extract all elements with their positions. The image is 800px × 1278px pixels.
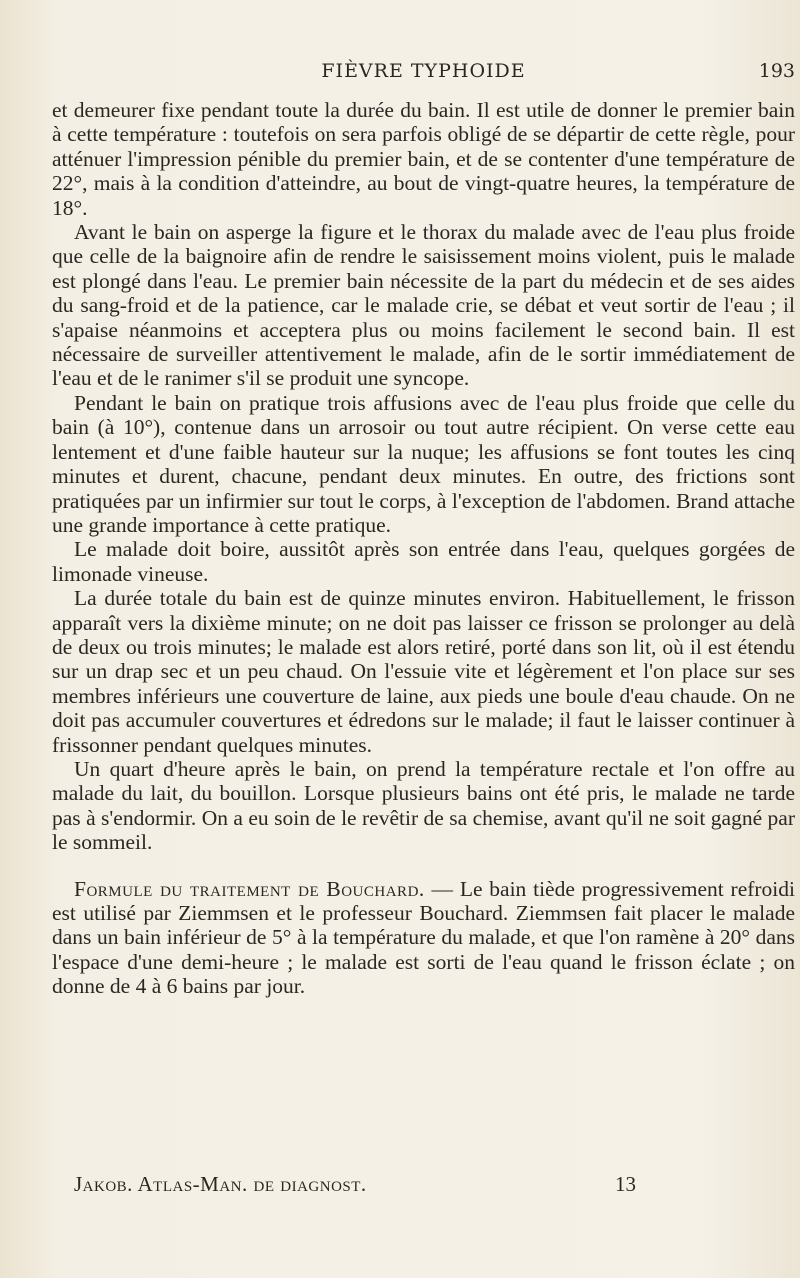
running-title: FIÈVRE TYPHOIDE <box>321 60 526 82</box>
paragraph-1: et demeurer fixe pendant toute la durée du bain. Il est utile de donner le premier bain à cette température : toutefois on sera parfois obligé de se départir de cette règle, pour atténuer l'impression pénible du premier bain, et de se contenter d'une température de 22°, mais à la condition d'atteindre, au bout de vingt-quatre heures, la température de 18°. <box>52 98 795 220</box>
page-number: 193 <box>758 60 795 82</box>
section-text: — Le bain tiède progressivement refroidi est utilisé par Ziemmsen et le professeur Bouchard. Ziemmsen fait placer le malade dans un bain inférieur de 5° à la température du malade, et que l'on ramène à 20° dans l'espace d'une demi-heure ; le malade est sorti de l'eau quand le frisson éclate ; on donne de 4 à 6 bains par jour. <box>52 876 796 999</box>
paragraph-5: La durée totale du bain est de quinze minutes environ. Habituellement, le frisson apparaît vers la dixième minute; on ne doit pas laisser ce frisson se prolonger au delà de deux ou trois minutes; le malade est alors retiré, porté dans son lit, où il est étendu sur un drap sec et un peu chaud. On l'essuie vite et légèrement et l'on place sur ses membres inférieurs une couverture de laine, aux pieds une boule d'eau chaude. On ne doit pas accumuler couvertures et édredons sur le malade; il faut le laisser continuer à frissonner pendant quelques minutes. <box>52 586 795 757</box>
paragraph-2: Avant le bain on asperge la figure et le thorax du malade avec de l'eau plus froide que celle de la baignoire afin de rendre le saisissement moins violent, puis le malade est plongé dans l'eau. Le premier bain nécessite de la part du médecin et de ses aides du sang-froid et de la patience, car le malade crie, se débat et veut sortir de l'eau ; il s'apaise néanmoins et acceptera plus ou moins facilement le second bain. Il est nécessaire de surveiller attentivement le malade, afin de le sortir immédiatement de l'eau et de le ranimer s'il se produit une syncope. <box>52 220 795 391</box>
paragraph-4: Le malade doit boire, aussitôt après son entrée dans l'eau, quelques gorgées de limonade vineuse. <box>52 537 795 586</box>
section-heading: Formule du traitement de Bouchard. <box>74 876 425 901</box>
page-footer <box>74 1172 636 1196</box>
running-header <box>52 60 795 86</box>
section-paragraph <box>52 877 795 999</box>
footer-imprint: Jakob. Atlas-Man. de diagnost. <box>74 1172 367 1196</box>
signature-mark: 13 <box>615 1172 636 1196</box>
paragraph-3: Pendant le bain on pratique trois affusions avec de l'eau plus froide que celle du bain (à 10°), contenue dans un arrosoir ou tout autre récipient. On verse cette eau lentement et d'une faible hauteur sur la nuque; les affusions se font toutes les cinq minutes et durent, chacune, pendant deux minutes. En outre, des frictions sont pratiquées par un infirmier sur tout le corps, à l'exception de l'abdomen. Brand attache une grande importance à cette pratique. <box>52 390 795 537</box>
paragraph-6: Un quart d'heure après le bain, on prend la température rectale et l'on offre au malade du lait, du bouillon. Lorsque plusieurs bains ont été pris, le malade ne tarde pas à s'endormir. On a eu soin de le revêtir de sa chemise, avant qu'il ne soit gagné par le sommeil. <box>52 756 795 855</box>
page-body <box>52 98 795 999</box>
